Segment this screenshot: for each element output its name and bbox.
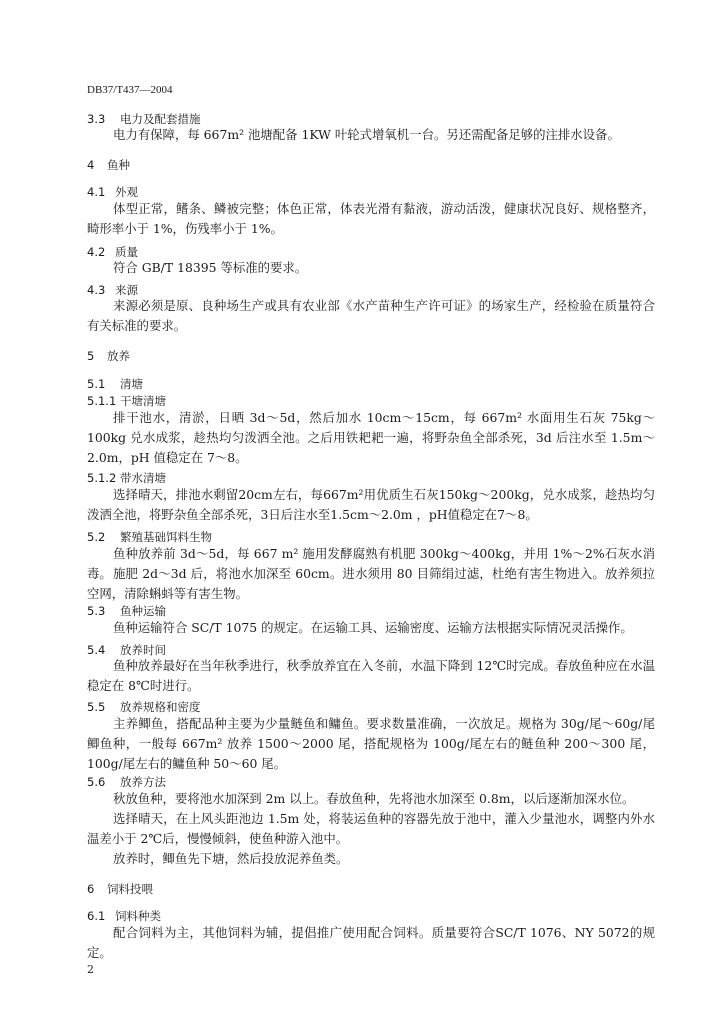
- heading-number: 5.6: [87, 775, 106, 789]
- paragraph: 来源必须是原、良种场生产或具有农业部《水产苗种生产许可证》的场家生产，经检验在质量符合有关标准的要求。: [87, 298, 655, 333]
- heading-number: 5.1.2: [87, 471, 117, 485]
- paragraph: 选择晴天，排池水剩留20cm左右，每667m²用优质生石灰150kg～200kg，兑水成浆，趁热均匀泼洒全池，将野杂鱼全部杀死，3日后注水至1.5cm～2.0m ，pH值稳定在7～8。: [87, 487, 655, 522]
- paragraph: 配合饲料为主，其他饲料为辅，提倡推广使用配合饲料。质量要符合SC/T 1076、NY 5072的规定。: [87, 925, 655, 960]
- heading-title: 放养: [107, 349, 130, 363]
- heading-number: 5.1: [87, 377, 106, 391]
- heading-title: 放养时间: [120, 643, 166, 657]
- heading-5-6: [87, 774, 166, 790]
- heading-number: 5.4: [87, 643, 106, 657]
- heading-number: 4.1: [87, 185, 106, 199]
- heading-title: 电力及配套措施: [120, 112, 201, 126]
- heading-5-2: [87, 529, 212, 545]
- document-code: DB37/T437—2004: [87, 84, 173, 96]
- heading-number: 5.5: [87, 700, 106, 714]
- heading-4: [87, 157, 130, 173]
- heading-title: 放养规格和密度: [120, 700, 201, 714]
- heading-number: 6.1: [87, 909, 106, 923]
- heading-number: 4.2: [87, 245, 106, 259]
- heading-5-3: [87, 603, 166, 619]
- paragraph: 施肥 2d～3d 后，将池水加深至 60cm。进水须用 80 目筛绢过滤，杜绝有害生物进入。放养须拉空网，清除蝌蚪等有害生物。: [87, 566, 655, 601]
- heading-number: 5: [87, 349, 95, 363]
- heading-5-1-1: [87, 393, 166, 409]
- heading-title: 繁殖基础饵料生物: [120, 530, 212, 544]
- heading-number: 5.2: [87, 530, 106, 544]
- heading-title: 放养方法: [120, 775, 166, 789]
- paragraph: 排干池水，清淤，日晒 3d～5d，然后加水 10cm～15cm，每 667m² 水面用生石灰 75kg～100kg 兑水成浆，趁热均匀泼洒全池。之后用铁耙耙一遍，将野杂鱼全部杀死，3d 后注水至 1.5m～2.0m，pH 值稳定在 7～8。: [87, 410, 655, 465]
- paragraph: 放养时，鲫鱼先下塘，然后投放泥养鱼类。: [113, 851, 349, 866]
- heading-5-1-2: [87, 470, 166, 486]
- heading-title: 质量: [115, 245, 138, 259]
- heading-6-1: [87, 908, 161, 924]
- paragraph: 符合 GB/T 18395 等标准的要求。: [113, 260, 308, 275]
- heading-number: 3.3: [87, 112, 106, 126]
- heading-4-1: [87, 184, 138, 200]
- heading-number: 6: [87, 882, 95, 896]
- heading-number: 4: [87, 158, 95, 172]
- paragraph: 选择晴天，在上风头距池边 1.5m 处，将装运鱼种的容器先放于池中，灌入少量池水，调整内外水温差小于 2℃后，慢慢倾斜，使鱼种游入池中。: [87, 811, 655, 846]
- heading-5-5: [87, 699, 201, 715]
- heading-5-1: [87, 376, 143, 392]
- heading-5: [87, 348, 130, 364]
- paragraph: 体型正常，鳍条、鳞被完整；体色正常，体表光滑有黏液，游动活泼，健康状况良好、规格整齐，畸形率小于 1%，伤残率小于 1%。: [87, 201, 655, 236]
- heading-title: 饲料种类: [115, 909, 161, 923]
- heading-title: 来源: [115, 283, 138, 297]
- heading-title: 带水清塘: [120, 471, 166, 485]
- heading-number: 5.1.1: [87, 394, 117, 408]
- heading-title: 干塘清塘: [120, 394, 166, 408]
- heading-6: [87, 881, 153, 897]
- heading-title: 饲料投喂: [107, 882, 153, 896]
- heading-title: 清塘: [120, 377, 143, 391]
- paragraph: 电力有保障，每 667m² 池塘配备 1KW 叶轮式增氧机一台。另还需配备足够的注排水设备。: [113, 127, 620, 142]
- heading-title: 鱼种: [107, 158, 130, 172]
- heading-title: 外观: [115, 185, 138, 199]
- paragraph: 主养鲫鱼，搭配品种主要为少量鲢鱼和鳙鱼。要求数量准确，一次放足。规格为 30g/尾～60g/尾鲫鱼种，一般每 667m² 放养 1500～2000 尾，搭配规格为 100g/尾左右的鲢鱼种 200～300 尾，100g/尾左右的鳙鱼种 50～60 尾。: [87, 716, 655, 771]
- paragraph: 鱼种运输符合 SC/T 1075 的规定。在运输工具、运输密度、运输方法根据实际情况灵活操作。: [113, 620, 633, 635]
- page-number: 2: [87, 963, 94, 976]
- heading-title: 鱼种运输: [120, 604, 166, 618]
- heading-number: 5.3: [87, 604, 106, 618]
- paragraph: 秋放鱼种，要将池水加深到 2m 以上。春放鱼种，先将池水加深至 0.8m，以后逐渐加深水位。: [113, 791, 635, 806]
- paragraph: 鱼种放养前 3d～5d，每 667 m² 施用发酵腐熟有机肥 300kg～400kg，并用 1%～2%石灰水消毒。: [87, 546, 655, 581]
- paragraph: 鱼种放养最好在当年秋季进行，秋季放养宜在入冬前，水温下降到 12℃时完成。春放鱼种应在水温稳定在 8℃时进行。: [87, 658, 655, 693]
- heading-number: 4.3: [87, 283, 106, 297]
